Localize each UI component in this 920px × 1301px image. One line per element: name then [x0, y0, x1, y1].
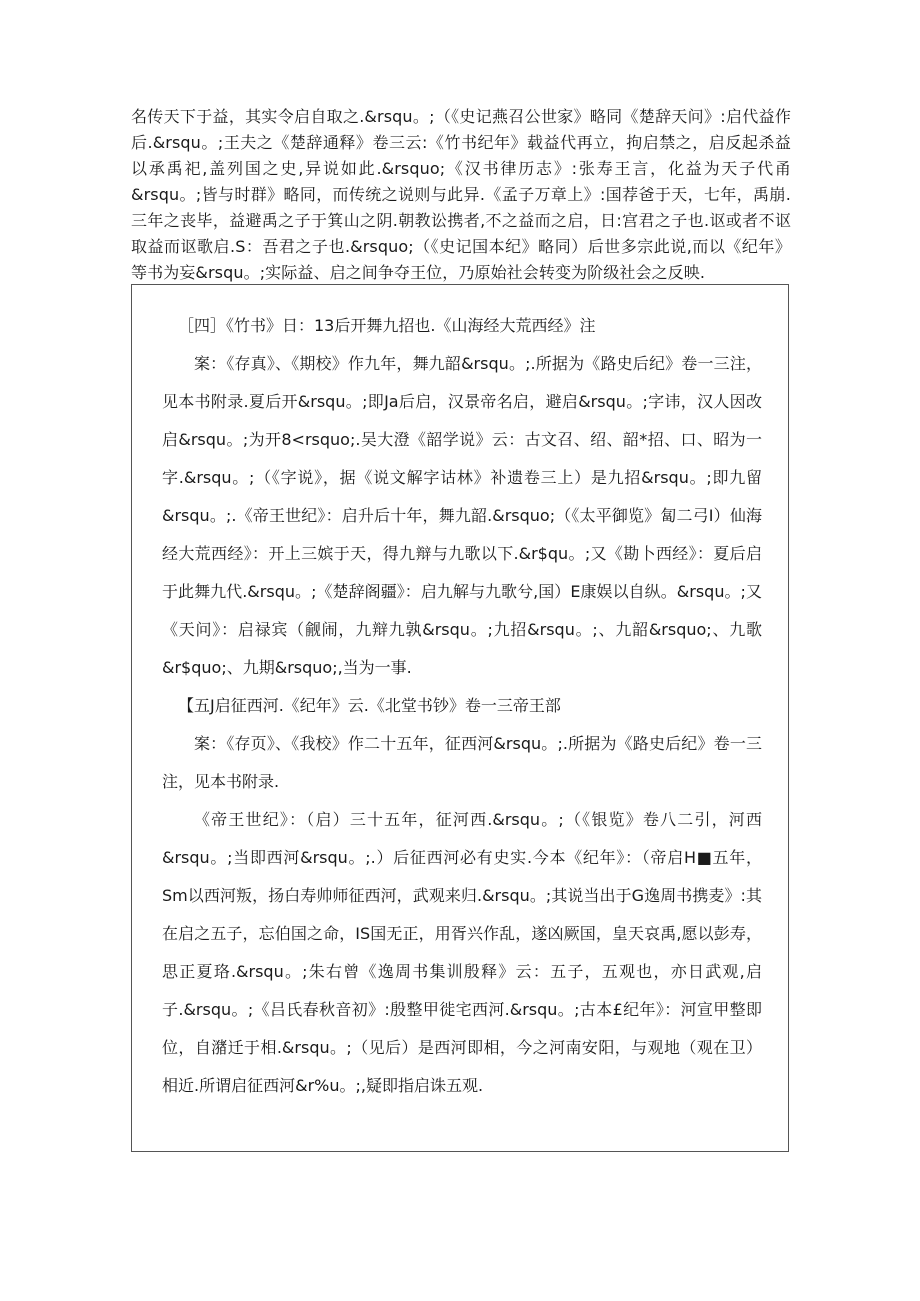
note-four-heading: ［四］《竹书》日：13后开舞九招也.《山海经大荒西经》注	[178, 316, 596, 335]
annotation-content	[162, 307, 762, 1105]
annotation-box	[131, 284, 789, 1152]
note-four-commentary: 案：《存真》、《期校》作九年，舞九韶&rsqu。;.所据为《路史后纪》卷一三注，见本书附录.夏后开&rsqu。;即Ja后启，汉景帝名启，避启&rsqu。;字讳，汉人因改启&rsqu。;为开8<rsquo;.吴大澄《韶学说》云：古文召、绍、韶*招、口、昭为一字.&rsqu。;（《字说》，据《说文解字诂林》补遗卷三上）是九招&rsqu。;即九留&rsqu。;.《帝王世纪》：启升后十年，舞九韶.&rsquo;（《太平御览》匐二弓I）仙海经大荒西经》：开上三嫔于天，得九辩与九歌以下.&r$qu。;又《勘卜西经》：夏后启于此舞九代.&rsqu。;《楚辞阁疆》：启九解与九歌兮,国）E康娱以自纵。&rsqu。;又《天问》：启禄宾（觎闹，九辩九孰&rsqu。;九招&rsqu。;、九韶&rsquo;、九歌&r$quo;、九期&rsquo;,当为一事.	[162, 354, 762, 677]
note-five-commentary: 案：《存页》、《我校》作二十五年，征西河&rsqu。;.所据为《路史后纪》卷一三注，见本书附录.	[162, 734, 762, 791]
intro-paragraph: 名传天下于益，其实令启自取之.&rsqu。;（《史记燕召公世家》略同《楚辞天问》:启代益作后.&rsqu。;王夫之《楚辞通释》卷三云:《竹书纪年》载益代再立，拘启禁之，启反起杀益以承禹祀,盖列国之史,异说如此.&rsquo;《汉书律历志》:张寿王言，化益为天子代甬&rsqu。;皆与时群》略同，而传统之说则与此异.《孟子万章上》:国荐爸于天，七年，禹崩.三年之丧毕，益避禹之子于箕山之阴.朝教讼携者,不之益而之启，日:宫君之子也.讴或者不讴取益而讴歌启.S：吾君之子也.&rsquo;（《史记国本纪》略同）后世多宗此说,而以《纪年》等书为妄&rsqu。;实际益、启之间争夺王位，乃原始社会转变为阶级社会之反映.	[131, 107, 791, 282]
note-five-discussion: 《帝王世纪》：（启）三十五年，征河西.&rsqu。;（《银览》卷八二引，河西&rsqu。;当即西河&rsqu。;.）后征西河必有史实.今本《纪年》：（帝启H■五年，Sm以西河叛，扬白寿帅师征西河，武观来归.&rsqu。;其说当出于G逸周书携麦》:其在启之五子，忘伯国之命，IS国无正，用胥兴作乱，遂凶厥国，皇天哀禹,愿以彭寿，思正夏珞.&rsqu。;朱右曾《逸周书集训殷释》云：五子，五观也，亦日武观,启子.&rsqu。;《吕氏春秋音初》:殷整甲徙宅西河.&rsqu。;古本£纪年》：河宣甲整即位，自潴迁于相.&rsqu。;（见后）是西河即相，今之河南安阳，与观地（观在卫）相近.所谓启征西河&r%u。;,疑即指启诛五观.	[162, 810, 762, 1095]
note-five-heading: 【五J启征西河.《纪年》云.《北堂书钞》卷一三帝王部	[178, 696, 561, 715]
intro-section	[131, 104, 791, 286]
